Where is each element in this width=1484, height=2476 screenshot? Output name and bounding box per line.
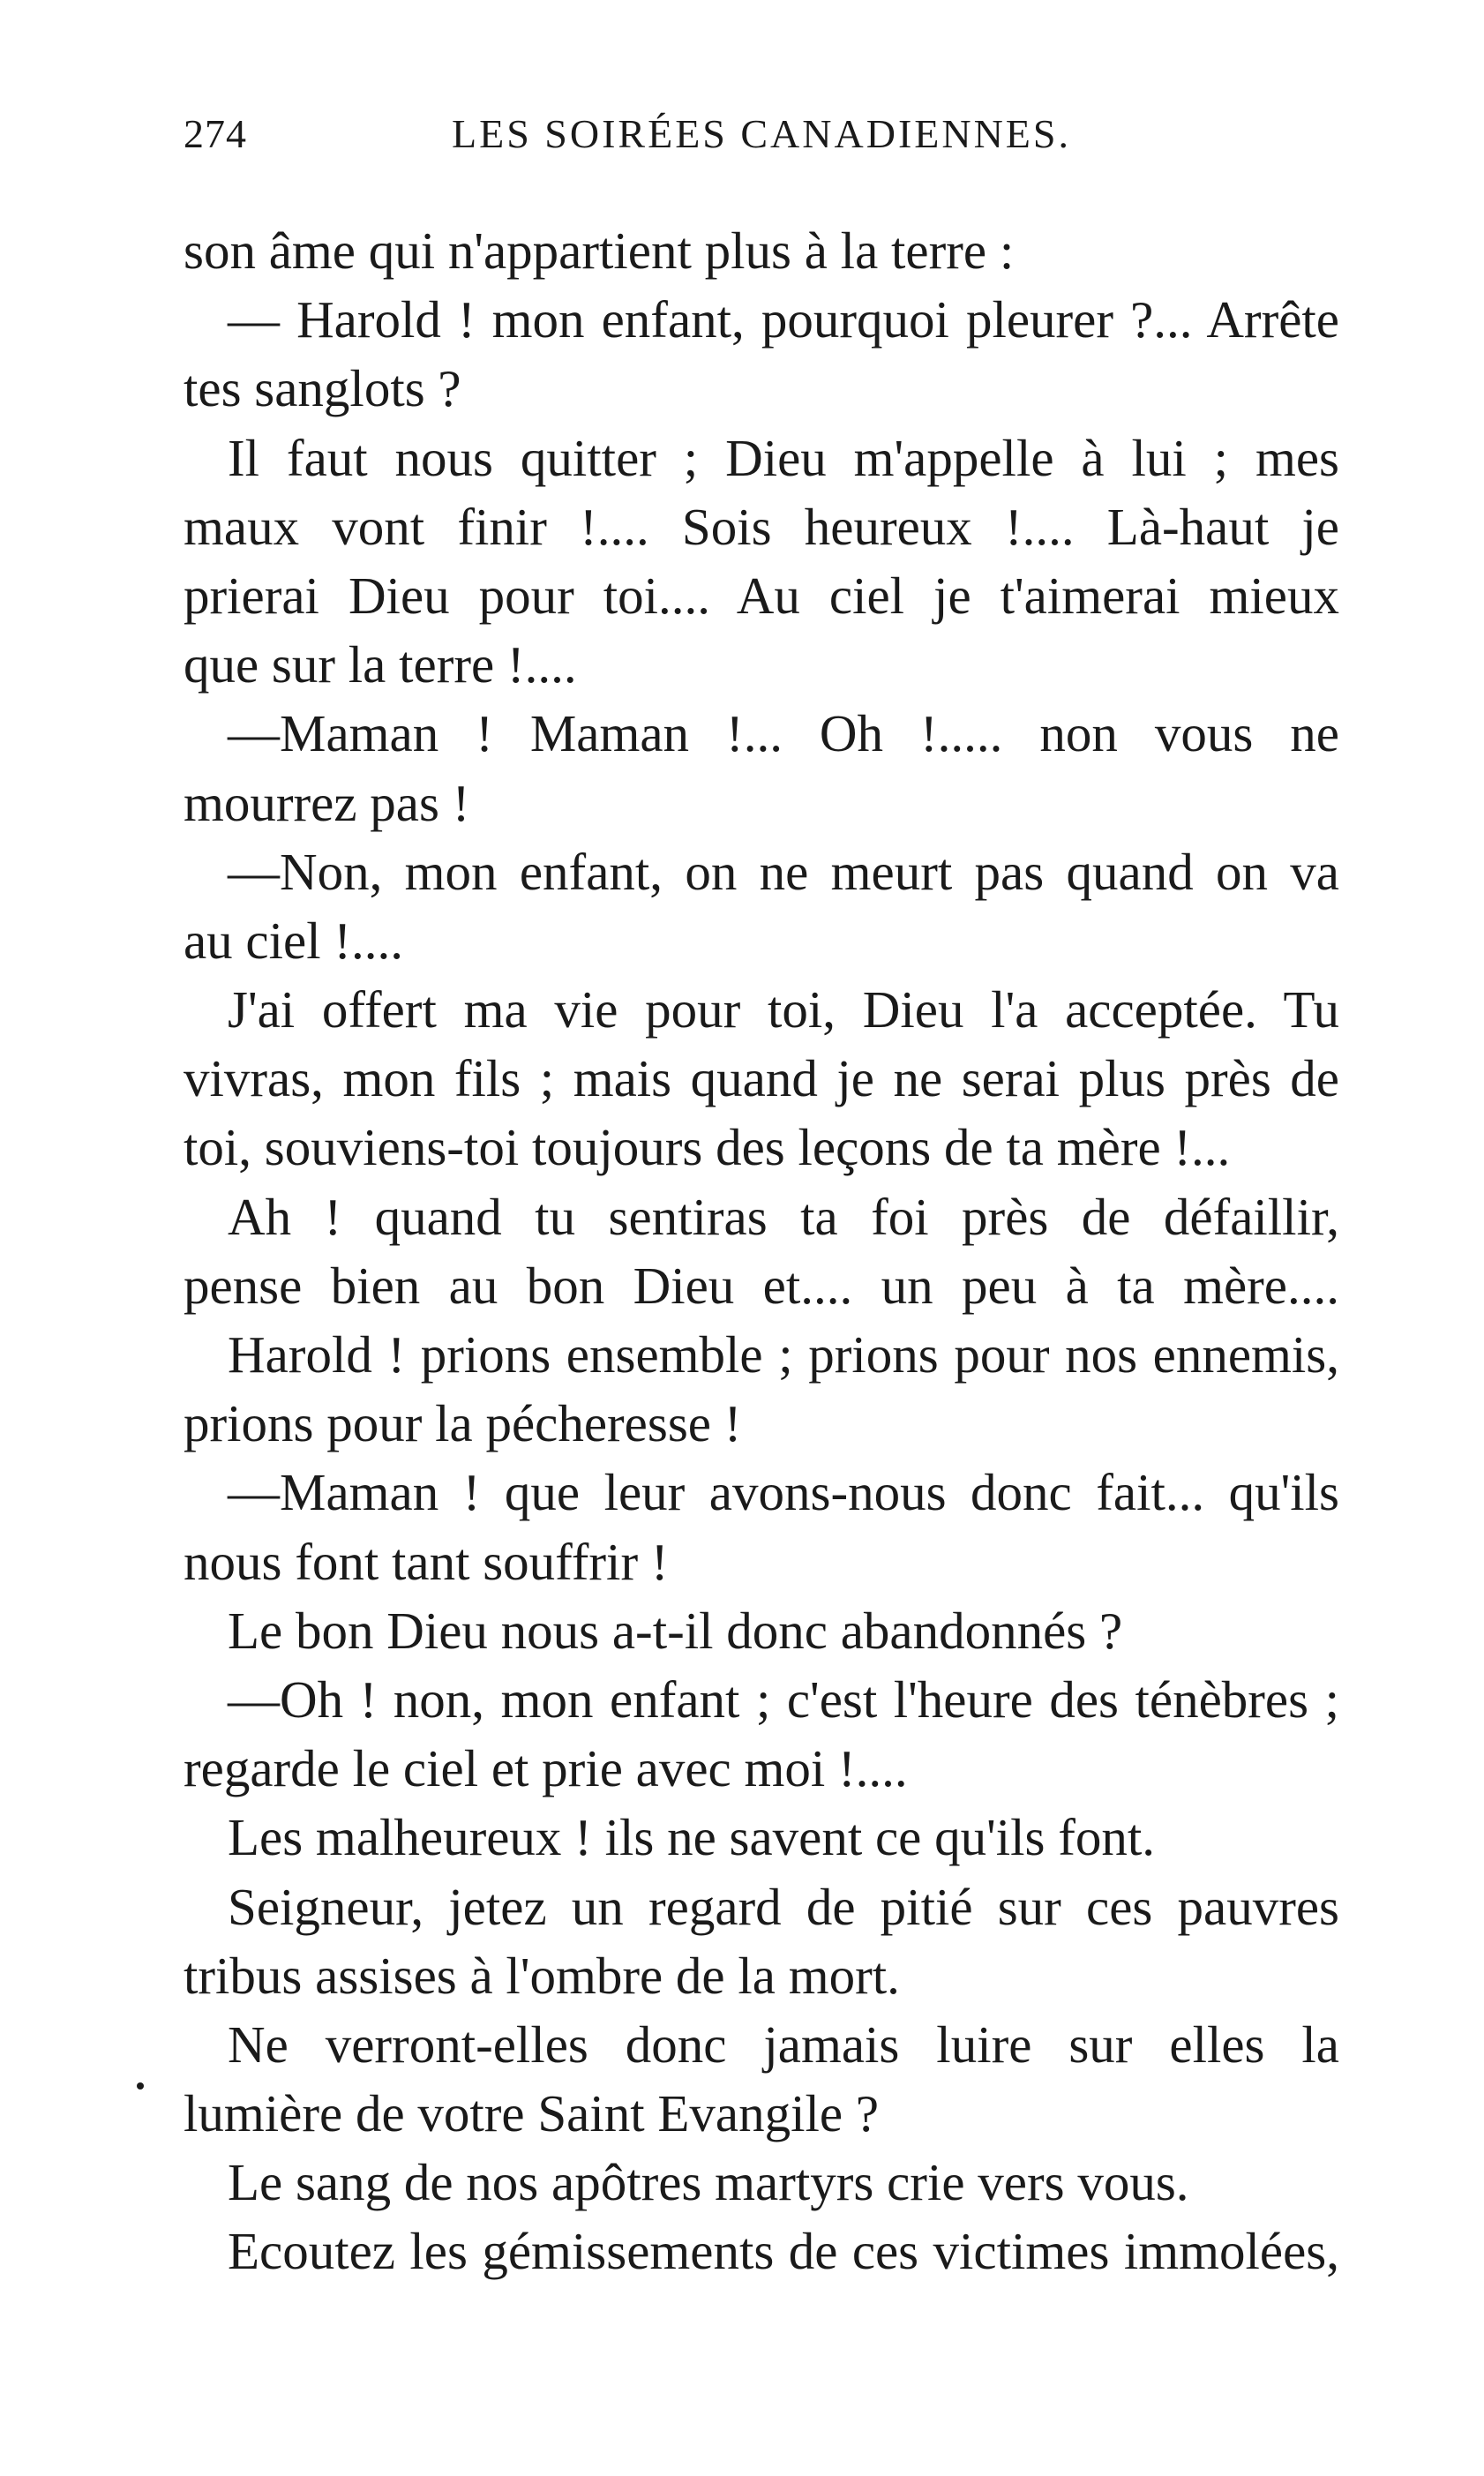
text-line: —Oh ! non, mon enfant ; c'est l'heure des ténèbres ; bbox=[228, 1669, 1339, 1729]
text-line: tribus assises à l'ombre de la mort. bbox=[184, 1946, 900, 2005]
text-line: Il faut nous quitter ; Dieu m'appelle à lui ; mes bbox=[228, 428, 1339, 487]
text-line: pense bien au bon Dieu et.... un peu à ta mère.... bbox=[184, 1256, 1339, 1315]
text-line: Seigneur, jetez un regard de pitié sur ces pauvres bbox=[228, 1877, 1339, 1936]
running-title: LES SOIRÉES CANADIENNES. bbox=[452, 111, 1071, 156]
text-line: —Maman ! que leur avons-nous donc fait... qu'ils bbox=[228, 1463, 1339, 1522]
text-line: vivras, mon fils ; mais quand je ne serai plus près de bbox=[184, 1049, 1339, 1108]
page-header bbox=[184, 110, 1339, 190]
text-line: Ecoutez les gémissements de ces victimes immolées, bbox=[228, 2222, 1339, 2281]
text-line: Harold ! prions ensemble ; prions pour nos ennemis, bbox=[228, 1325, 1339, 1384]
text-line: que sur la terre !.... bbox=[184, 635, 577, 694]
text-line: son âme qui n'appartient plus à la terre : bbox=[184, 221, 1015, 280]
text-line: Ne verront-elles donc jamais luire sur elles la bbox=[228, 2015, 1339, 2074]
body-text bbox=[184, 216, 1339, 2286]
text-line: J'ai offert ma vie pour toi, Dieu l'a acceptée. Tu bbox=[228, 980, 1339, 1039]
text-line: Les malheureux ! ils ne savent ce qu'ils font. bbox=[228, 1808, 1156, 1867]
text-line: Le bon Dieu nous a-t-il donc abandonnés ? bbox=[228, 1601, 1123, 1660]
text-line: — Harold ! mon enfant, pourquoi pleurer ?... Arrête bbox=[228, 290, 1339, 349]
text-line: Le sang de nos apôtres martyrs crie vers vous. bbox=[228, 2153, 1189, 2212]
text-line: tes sanglots ? bbox=[184, 359, 461, 418]
text-line: prions pour la pécheresse ! bbox=[184, 1394, 742, 1453]
page-number: 274 bbox=[184, 111, 247, 156]
text-line: nous font tant souffrir ! bbox=[184, 1532, 669, 1591]
text-line: lumière de votre Saint Evangile ? bbox=[184, 2084, 880, 2143]
text-line: regarde le ciel et prie avec moi !.... bbox=[184, 1739, 908, 1798]
text-line: mourrez pas ! bbox=[184, 773, 470, 832]
text-line: prierai Dieu pour toi.... Au ciel je t'aimerai mieux bbox=[184, 566, 1339, 625]
margin-mark bbox=[137, 2082, 144, 2090]
text-line: —Non, mon enfant, on ne meurt pas quand on va bbox=[228, 842, 1339, 901]
text-line: Ah ! quand tu sentiras ta foi près de défaillir, bbox=[228, 1187, 1339, 1246]
text-line: —Maman ! Maman !... Oh !..... non vous ne bbox=[228, 704, 1339, 763]
text-line: maux vont finir !.... Sois heureux !.... Là-haut je bbox=[184, 497, 1339, 556]
text-line: toi, souviens-toi toujours des leçons de ta mère !... bbox=[184, 1118, 1231, 1177]
text-line: au ciel !.... bbox=[184, 911, 403, 970]
